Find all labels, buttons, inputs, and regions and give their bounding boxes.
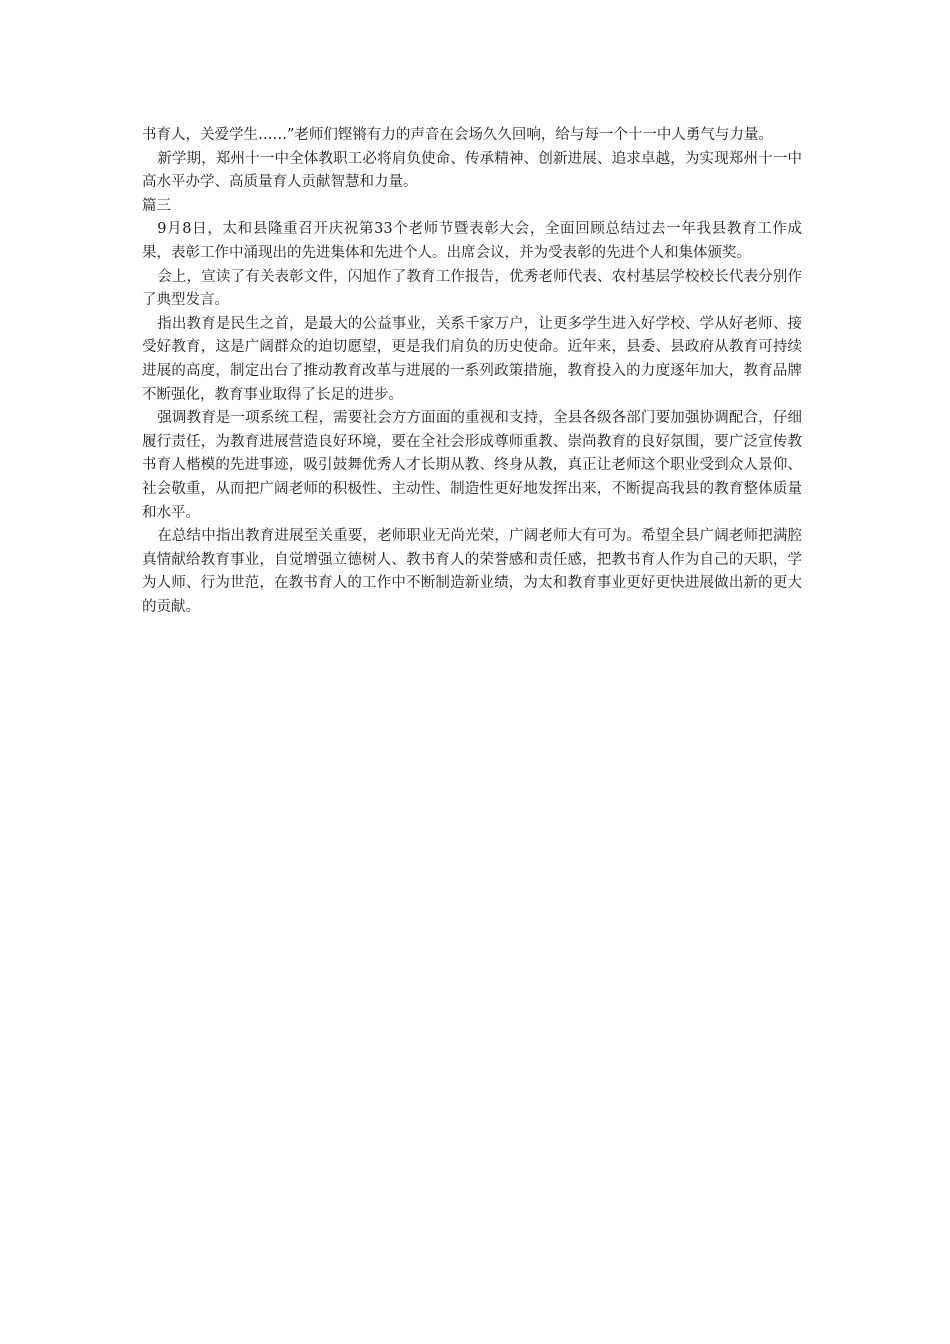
paragraph-summary: 在总结中指出教育进展至关重要，老师职业无尚光荣，广阔老师大有可为。希望全县广阔老师把满腔真情献给教育事业，自觉增强立德树人、教书育人的荣誉感和责任感，把教书育人作为自己的天职，学为人师、行为世范，在教书育人的工作中不断制造新业绩，为太和教育事业更好更快进展做出新的更大的贡献。 — [142, 528, 802, 615]
paragraph-education-livelihood: 指出教育是民生之首，是最大的公益事业，关系千家万户，让更多学生进入好学校、学从好老师、接受好教育，这是广阔群众的迫切愿望，更是我们肩负的历史使命。近年来，县委、县政府从教育可持续进展的高度，制定出台了推动教育改革与进展的一系列政策措施，教育投入的力度逐年加大，教育品牌不断强化，教育事业取得了长足的进步。 — [142, 315, 802, 403]
paragraph-meeting: 会上，宣读了有关表彰文件，闪旭作了教育工作报告，优秀老师代表、农村基层学校校长代表分别作了典型发言。 — [142, 268, 802, 309]
paragraph-system-project: 强调教育是一项系统工程，需要社会方方面面的重视和支持，全县各级各部门要加强协调配合，仔细履行责任，为教育进展营造良好环境，要在全社会形成尊师重教、崇尚教育的良好氛围，要广泛宣传教书育人楷模的先进事迹，吸引鼓舞优秀人才长期从教、终身从教，真正让老师这个职业受到众人景仰、社会敬重，从而把广阔老师的积极性、主动性、制造性更好地发挥出来，不断提高我县的教育整体质量和水平。 — [142, 410, 802, 521]
paragraph-conference: 9月8日，太和县隆重召开庆祝第33个老师节暨表彰大会，全面回顾总结过去一年我县教育工作成果，表彰工作中涌现出的先进集体和先进个人。出席会议，并为受表彰的先进个人和集体颁奖。 — [142, 221, 802, 261]
paragraph-new-semester: 新学期，郑州十一中全体教职工必将肩负使命、传承精神、创新进展、追求卓越，为实现郑州十一中高水平办学、高质量育人贡献智慧和力量。 — [142, 150, 802, 191]
document-body — [142, 124, 802, 619]
section-heading: 篇三 — [142, 197, 171, 214]
paragraph-continuation: 书育人，关爱学生……”老师们铿锵有力的声音在会场久久回响，给与每一个十一中人勇气与力量。 — [142, 127, 773, 143]
